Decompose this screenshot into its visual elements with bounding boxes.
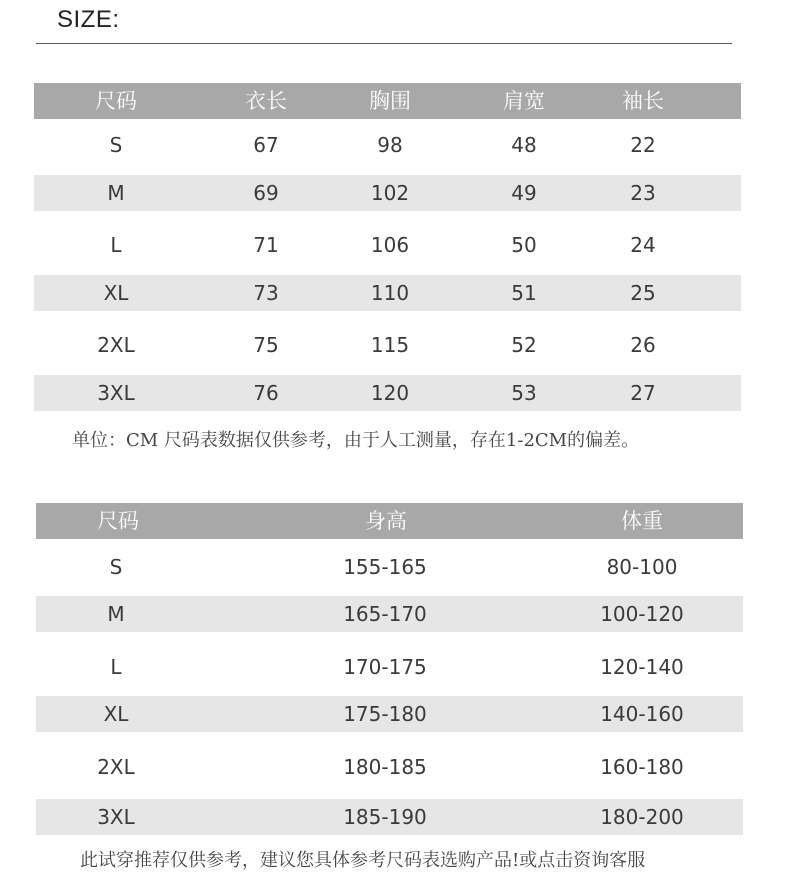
cell-length: 67 [253, 133, 279, 157]
header-size: 尺码 [97, 509, 139, 533]
table-row [34, 327, 741, 363]
cell-chest: 102 [370, 181, 410, 205]
cell-size: L [110, 655, 122, 679]
table-row [34, 275, 741, 311]
cell-sleeve: 25 [630, 281, 656, 305]
header-chest: 胸围 [369, 89, 411, 113]
cell-chest: 110 [370, 281, 410, 305]
table-header-row [36, 503, 743, 539]
cell-sleeve: 24 [630, 233, 656, 257]
cell-size: XL [103, 281, 129, 305]
cell-chest: 106 [370, 233, 410, 257]
cell-chest: 98 [377, 133, 403, 157]
header-size: 尺码 [95, 89, 137, 113]
cell-weight: 140-160 [600, 702, 684, 726]
cell-size: 2XL [97, 333, 135, 357]
cell-chest: 120 [370, 381, 410, 405]
cell-weight: 120-140 [600, 655, 684, 679]
cell-weight: 160-180 [600, 755, 684, 779]
table-row [36, 749, 743, 785]
cell-weight: 180-200 [600, 805, 684, 829]
table-row [36, 799, 743, 835]
cell-length: 69 [253, 181, 279, 205]
cell-weight: 80-100 [606, 555, 678, 579]
header-weight: 体重 [621, 509, 663, 533]
cell-size: 3XL [97, 381, 135, 405]
table-row [34, 175, 741, 211]
table-row [34, 227, 741, 263]
cell-length: 76 [253, 381, 279, 405]
cell-chest: 115 [370, 333, 410, 357]
table-header-row [34, 83, 741, 119]
cell-size: XL [103, 702, 129, 726]
cell-height: 165-170 [343, 602, 427, 626]
table-row [34, 127, 741, 163]
header-height: 身高 [365, 509, 407, 533]
cell-shoulder: 53 [511, 381, 537, 405]
header-length: 衣长 [245, 89, 287, 113]
cell-length: 75 [253, 333, 279, 357]
cell-size: 2XL [97, 755, 135, 779]
cell-sleeve: 22 [630, 133, 656, 157]
cell-size: 3XL [97, 805, 135, 829]
heading-divider [36, 43, 732, 44]
table-row [36, 549, 743, 585]
cell-length: 71 [253, 233, 279, 257]
table-row [36, 649, 743, 685]
cell-sleeve: 27 [630, 381, 656, 405]
cell-height: 185-190 [343, 805, 427, 829]
cell-shoulder: 48 [511, 133, 537, 157]
cell-sleeve: 23 [630, 181, 656, 205]
cell-shoulder: 50 [511, 233, 537, 257]
cell-height: 170-175 [343, 655, 427, 679]
cell-shoulder: 52 [511, 333, 537, 357]
cell-height: 180-185 [343, 755, 427, 779]
cell-size: L [110, 233, 122, 257]
table-row [34, 375, 741, 411]
header-shoulder: 肩宽 [503, 89, 545, 113]
cell-length: 73 [253, 281, 279, 305]
size-heading: SIZE: [57, 6, 120, 33]
cell-sleeve: 26 [630, 333, 656, 357]
cell-shoulder: 49 [511, 181, 537, 205]
cell-size: S [109, 555, 123, 579]
table-row [36, 596, 743, 632]
cell-height: 155-165 [343, 555, 427, 579]
table-row [36, 696, 743, 732]
fit-recommendation-note: 此试穿推荐仅供参考，建议您具体参考尺码表选购产品!或点击资询客服 [80, 850, 646, 871]
cell-size: M [107, 181, 125, 205]
cell-size: M [107, 602, 125, 626]
cell-height: 175-180 [343, 702, 427, 726]
header-sleeve: 袖长 [622, 89, 664, 113]
cell-size: S [109, 133, 123, 157]
cell-shoulder: 51 [511, 281, 537, 305]
cell-weight: 100-120 [600, 602, 684, 626]
measurement-note: 单位：CM 尺码表数据仅供参考，由于人工测量，存在1-2CM的偏差。 [72, 430, 640, 451]
